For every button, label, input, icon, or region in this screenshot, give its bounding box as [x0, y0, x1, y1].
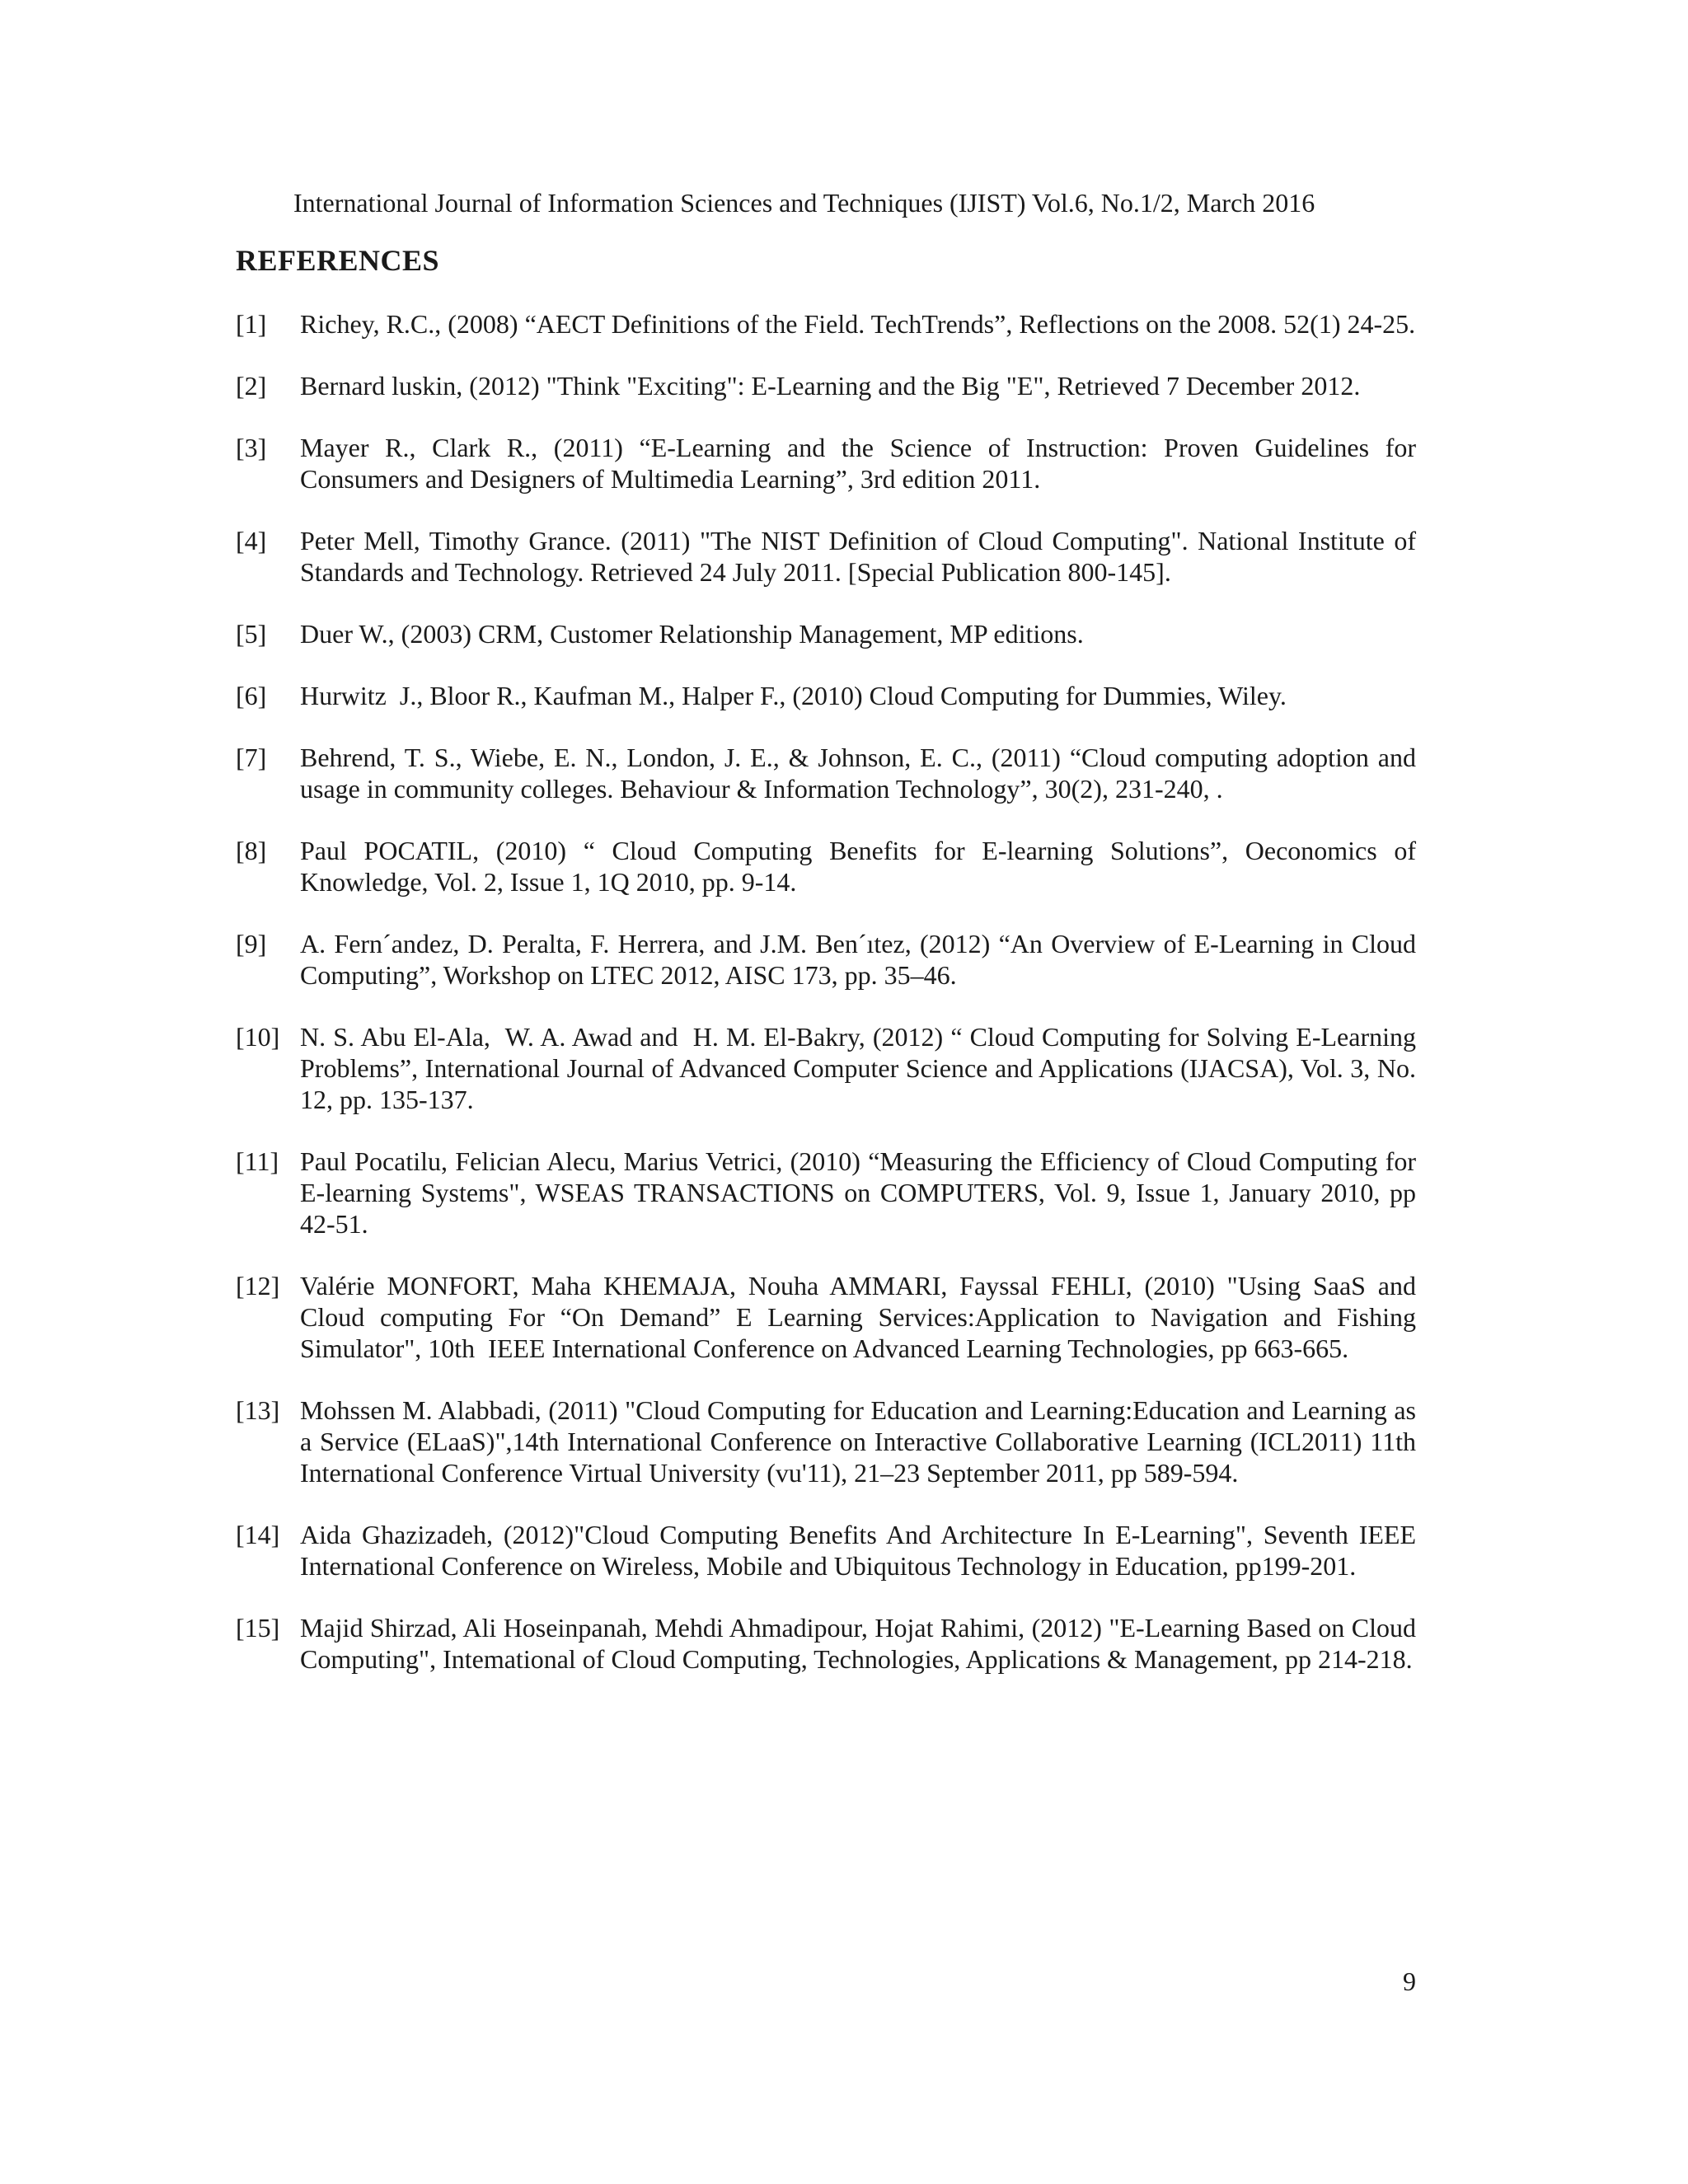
- reference-number: [10]: [236, 1022, 280, 1052]
- reference-number: [8]: [236, 836, 267, 865]
- reference-item-14: [236, 1519, 1423, 1582]
- reference-number: [11]: [236, 1146, 279, 1176]
- reference-number: [12]: [236, 1271, 280, 1301]
- reference-number: [5]: [236, 619, 267, 649]
- reference-text: Majid Shirzad, Ali Hoseinpanah, Mehdi Ahmadipour, Hojat Rahimi, (2012) "E-Learning Based on Cloud Computing", Intemational of Cloud Computing, Technologies, Applications & Management, pp 214-218.: [300, 1613, 1423, 1674]
- reference-item-6: [236, 680, 1416, 711]
- reference-item-4: [236, 525, 1423, 588]
- reference-number: [7]: [236, 743, 267, 772]
- references-heading: REFERENCES: [236, 244, 440, 277]
- journal-running-header: International Journal of Information Sciences and Techniques (IJIST) Vol.6, No.1/2, March 2016: [293, 188, 1315, 218]
- reference-number: [14]: [236, 1520, 280, 1549]
- reference-number: [3]: [236, 433, 267, 462]
- reference-number: [1]: [236, 309, 267, 339]
- reference-number: [4]: [236, 526, 267, 555]
- reference-text: Paul Pocatilu, Felician Alecu, Marius Vetrici, (2010) “Measuring the Efficiency of Cloud Computing for E-learning Systems", WSEAS TRANSACTIONS on COMPUTERS, Vol. 9, Issue 1, January 2010, pp 42-51.: [300, 1146, 1423, 1239]
- reference-text: N. S. Abu El-Ala, W. A. Awad and H. M. El-Bakry, (2012) “ Cloud Computing for Solving E-Learning Problems”, International Journal of Advanced Computer Science and Applications (IJACSA), Vol. 3, No. 12, pp. 135-137.: [300, 1022, 1423, 1114]
- page-number: 9: [1403, 1966, 1416, 1996]
- reference-number: [13]: [236, 1395, 280, 1425]
- reference-text: Valérie MONFORT, Maha KHEMAJA, Nouha AMMARI, Fayssal FEHLI, (2010) "Using SaaS and Cloud computing For “On Demand” E Learning Services:Application to Navigation and Fishing Simulator", 10th IEEE International Conference on Advanced Learning Technologies, pp 663-665.: [300, 1271, 1423, 1363]
- reference-text: Behrend, T. S., Wiebe, E. N., London, J. E., & Johnson, E. C., (2011) “Cloud computing adoption and usage in community colleges. Behaviour & Information Technology”, 30(2), 231-240, .: [300, 743, 1423, 804]
- reference-item-8: [236, 835, 1423, 898]
- reference-item-12: [236, 1270, 1423, 1364]
- reference-number: [15]: [236, 1613, 280, 1643]
- reference-item-11: [236, 1146, 1423, 1240]
- reference-list: [236, 308, 1423, 1705]
- reference-text: Paul POCATIL, (2010) “ Cloud Computing Benefits for E-learning Solutions”, Oeconomics of Knowledge, Vol. 2, Issue 1, 1Q 2010, pp. 9-14.: [300, 836, 1423, 897]
- reference-item-10: [236, 1021, 1423, 1115]
- reference-item-7: [236, 742, 1423, 804]
- reference-item-15: [236, 1612, 1423, 1675]
- reference-number: [6]: [236, 681, 267, 710]
- reference-text: Duer W., (2003) CRM, Customer Relationship Management, MP editions.: [300, 619, 1084, 649]
- reference-item-2: [236, 370, 1416, 401]
- reference-item-1: [236, 308, 1416, 340]
- reference-text: Hurwitz J., Bloor R., Kaufman M., Halper F., (2010) Cloud Computing for Dummies, Wiley.: [300, 681, 1287, 710]
- reference-number: [2]: [236, 371, 267, 401]
- reference-text: Mayer R., Clark R., (2011) “E-Learning and the Science of Instruction: Proven Guidelines for Consumers and Designers of Multimedia Learning”, 3rd edition 2011.: [300, 433, 1423, 494]
- reference-item-5: [236, 618, 1416, 649]
- reference-text: Bernard luskin, (2012) "Think "Exciting": E-Learning and the Big "E", Retrieved 7 December 2012.: [300, 371, 1361, 401]
- reference-number: [9]: [236, 929, 267, 958]
- reference-text: A. Fern´andez, D. Peralta, F. Herrera, and J.M. Ben´ıtez, (2012) “An Overview of E-Learning in Cloud Computing”, Workshop on LTEC 2012, AISC 173, pp. 35–46.: [300, 929, 1423, 990]
- reference-text: Aida Ghazizadeh, (2012)"Cloud Computing Benefits And Architecture In E-Learning", Seventh IEEE International Conference on Wireless, Mobile and Ubiquitous Technology in Education, pp199-201.: [300, 1520, 1423, 1581]
- reference-text: Mohssen M. Alabbadi, (2011) "Cloud Computing for Education and Learning:Education and Learning as a Service (ELaaS)",14th International Conference on Interactive Collaborative Learning (ICL2011) 11th International Conference Virtual University (vu'11), 21–23 September 2011, pp 589-594.: [300, 1395, 1423, 1488]
- reference-text: Peter Mell, Timothy Grance. (2011) "The NIST Definition of Cloud Computing". National Institute of Standards and Technology. Retrieved 24 July 2011. [Special Publication 800-145].: [300, 526, 1423, 587]
- reference-text: Richey, R.C., (2008) “AECT Definitions of the Field. TechTrends”, Reflections on the 2008. 52(1) 24-25.: [300, 309, 1416, 339]
- reference-item-3: [236, 432, 1423, 494]
- reference-item-9: [236, 928, 1423, 991]
- reference-item-13: [236, 1394, 1423, 1488]
